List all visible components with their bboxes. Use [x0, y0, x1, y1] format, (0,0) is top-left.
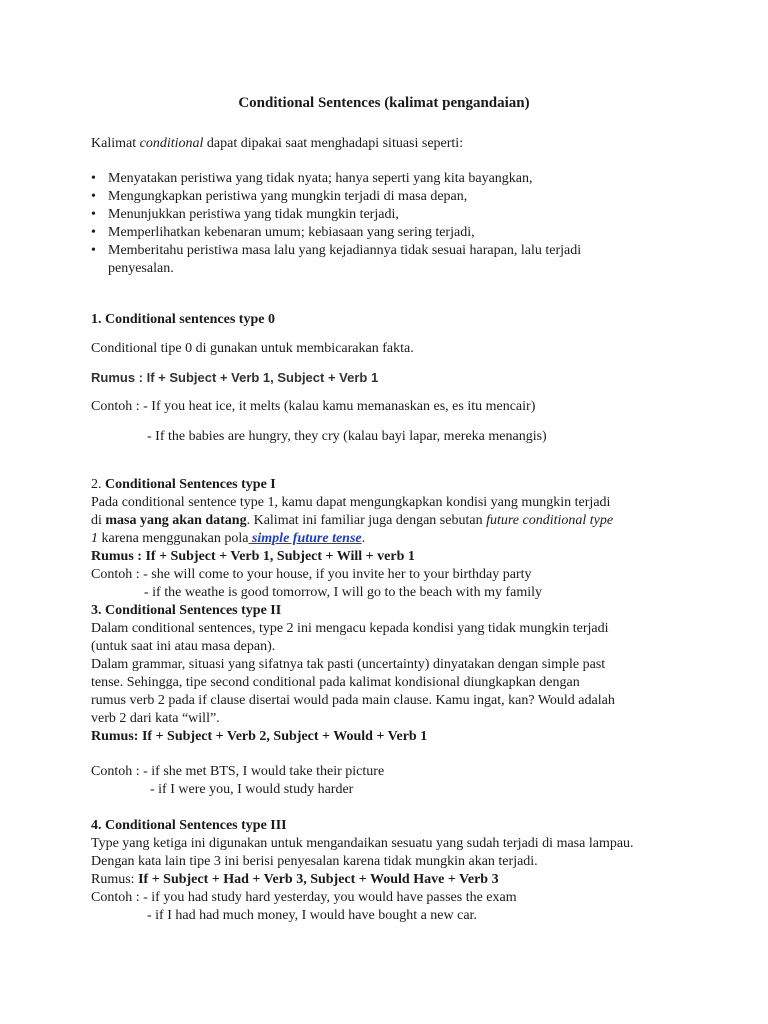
- type1-heading: [91, 476, 276, 494]
- type0-heading: 1. Conditional sentences type 0: [91, 312, 275, 327]
- bullet-icon: •: [91, 171, 96, 186]
- type3-line-2: Dengan kata lain tipe 3 ini berisi penyesalan karena tidak mungkin akan terjadi.: [91, 854, 538, 869]
- type2-heading: 3. Conditional Sentences type II: [91, 603, 282, 618]
- type3-heading: 4. Conditional Sentences type III: [91, 818, 287, 833]
- type1-p3-mid: karena menggunakan pola: [98, 531, 249, 546]
- type1-p3-emphasis: 1: [91, 531, 98, 546]
- list-item-text: Menunjukkan peristiwa yang tidak mungkin terjadi,: [108, 207, 399, 222]
- type1-number: 2.: [91, 477, 105, 492]
- type0-example-2: - If the babies are hungry, they cry (kalau bayi lapar, mereka menangis): [147, 429, 547, 444]
- type0-formula: Rumus : If + Subject + Verb 1, Subject + Verb 1: [91, 370, 379, 385]
- type3-formula-line: [91, 871, 499, 889]
- intro-post: dapat dipakai saat menghadapi situasi seperti:: [203, 136, 464, 151]
- type2-line-2: (untuk saat ini atau masa depan).: [91, 639, 276, 654]
- list-item: [91, 170, 581, 188]
- list-item: [91, 188, 581, 206]
- type2-example-2: - if I were you, I would study harder: [150, 782, 354, 797]
- type1-example-1: Contoh : - she will come to your house, if you invite her to your birthday party: [91, 567, 532, 582]
- list-item-text: Menyatakan peristiwa yang tidak nyata; hanya seperti yang kita bayangkan,: [108, 171, 533, 186]
- bullet-icon: •: [91, 207, 96, 222]
- type1-heading-text: Conditional Sentences type I: [105, 477, 276, 492]
- type0-description: Conditional tipe 0 di gunakan untuk membicarakan fakta.: [91, 341, 414, 356]
- bullet-icon: •: [91, 225, 96, 240]
- document-title: Conditional Sentences (kalimat pengandaian): [238, 95, 530, 111]
- intro-emphasis: conditional: [139, 136, 204, 151]
- list-item-text: penyesalan.: [108, 261, 174, 276]
- intro-pre: Kalimat: [91, 136, 140, 151]
- type1-paragraph-line-3: [91, 530, 365, 548]
- type3-example-1: Contoh : - if you had study hard yesterday, you would have passes the exam: [91, 890, 517, 905]
- type3-formula: If + Subject + Had + Verb 3, Subject + Would Have + Verb 3: [138, 872, 499, 887]
- type2-line-5: rumus verb 2 pada if clause disertai would pada main clause. Kamu ingat, kan? Would adalah: [91, 693, 615, 708]
- bullet-icon: •: [91, 189, 96, 204]
- list-item-continuation: [91, 260, 581, 278]
- type2-line-6: verb 2 dari kata “will”.: [91, 711, 220, 726]
- list-item-text: Memperlihatkan kebenaran umum; kebiasaan yang sering terjadi,: [108, 225, 475, 240]
- type3-line-1: Type yang ketiga ini digunakan untuk mengandaikan sesuatu yang sudah terjadi di masa lampau.: [91, 836, 634, 851]
- type2-formula: Rumus: If + Subject + Verb 2, Subject + Would + Verb 1: [91, 729, 428, 744]
- type3-example-2: - if I had had much money, I would have bought a new car.: [147, 908, 477, 923]
- type1-p2-emphasis: future conditional type: [486, 513, 614, 528]
- type2-line-4: tense. Sehingga, tipe second conditional pada kalimat kondisional diungkapkan dengan: [91, 675, 580, 690]
- type0-example-1: Contoh : - If you heat ice, it melts (kalau kamu memanaskan es, es itu mencair): [91, 399, 536, 414]
- type1-example-2: - if the weathe is good tomorrow, I will go to the beach with my family: [144, 585, 543, 600]
- type1-formula: Rumus : If + Subject + Verb 1, Subject + Will + verb 1: [91, 549, 415, 564]
- simple-future-tense-link[interactable]: simple future tense: [248, 531, 362, 546]
- type1-p2-pre: di: [91, 513, 106, 528]
- type3-formula-label: Rumus:: [91, 872, 139, 887]
- type1-paragraph-line-2: [91, 512, 613, 530]
- list-item-text: Memberitahu peristiwa masa lalu yang kejadiannya tidak sesuai harapan, lalu terjadi: [108, 243, 582, 258]
- type1-p3-end: .: [361, 531, 366, 546]
- type1-p2-bold: masa yang akan datang: [105, 513, 247, 528]
- list-item: [91, 206, 581, 224]
- list-item: [91, 242, 581, 260]
- list-item: [91, 224, 581, 242]
- type2-example-1: Contoh : - if she met BTS, I would take their picture: [91, 764, 385, 779]
- intro-paragraph: [91, 135, 463, 153]
- situation-list: [91, 170, 581, 278]
- bullet-icon: •: [91, 243, 96, 258]
- type2-line-3: Dalam grammar, situasi yang sifatnya tak pasti (uncertainty) dinyatakan dengan simple past: [91, 657, 606, 672]
- type2-line-1: Dalam conditional sentences, type 2 ini mengacu kepada kondisi yang tidak mungkin terjadi: [91, 621, 609, 636]
- type1-paragraph-line-1: Pada conditional sentence type 1, kamu dapat mengungkapkan kondisi yang mungkin terjadi: [91, 495, 611, 510]
- list-item-text: Mengungkapkan peristiwa yang mungkin terjadi di masa depan,: [108, 189, 468, 204]
- type1-p2-mid: . Kalimat ini familiar juga dengan sebutan: [246, 513, 487, 528]
